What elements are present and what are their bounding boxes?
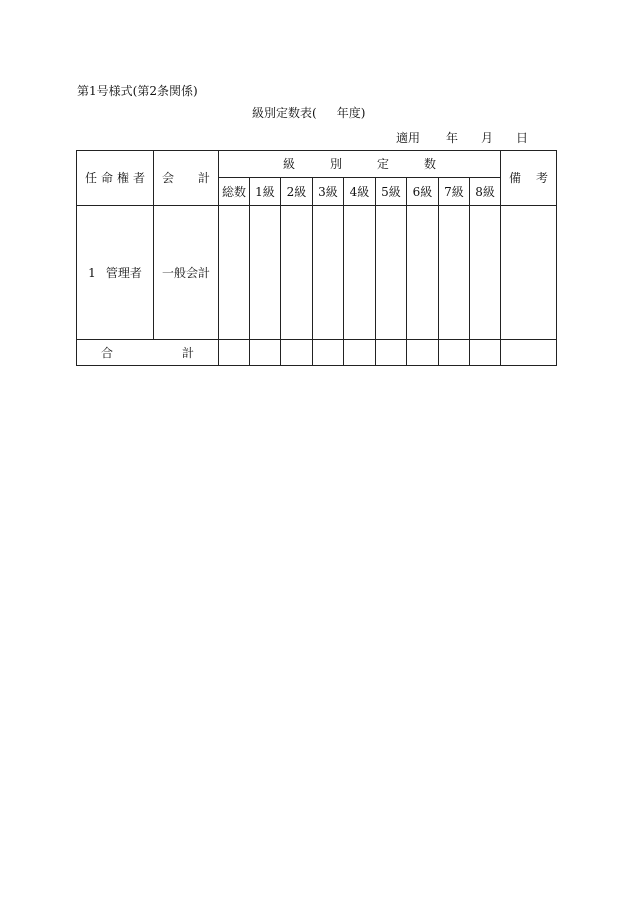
col-grade-3: 3級 bbox=[313, 178, 344, 206]
total-cell-grade-4 bbox=[344, 340, 376, 366]
cell-grade-7 bbox=[439, 206, 470, 340]
apply-date bbox=[396, 131, 528, 145]
title-prefix: 級別定数表( bbox=[252, 106, 317, 120]
col-grade-8: 8級 bbox=[470, 178, 501, 206]
header-appointer: 任 命 権 者 bbox=[77, 151, 154, 206]
col-grade-1: 1級 bbox=[250, 178, 281, 206]
col-grade-7: 7級 bbox=[439, 178, 470, 206]
col-total-count: 総数 bbox=[219, 178, 250, 206]
grade-quota-table bbox=[76, 150, 557, 366]
header-grade-quota: 級 別 定 数 bbox=[219, 151, 501, 178]
total-cell-grade-2 bbox=[281, 340, 313, 366]
cell-grade-4 bbox=[344, 206, 376, 340]
total-cell-grade-3 bbox=[313, 340, 344, 366]
appointer-cell bbox=[77, 206, 154, 340]
header-account: 会 計 bbox=[154, 151, 219, 206]
total-cell-grade-7 bbox=[439, 340, 470, 366]
cell-grade-8 bbox=[470, 206, 501, 340]
cell-grade-3 bbox=[313, 206, 344, 340]
total-cell-remarks bbox=[501, 340, 557, 366]
apply-label: 適用 bbox=[396, 131, 421, 145]
cell-remarks bbox=[501, 206, 557, 340]
total-cell-grade-5 bbox=[376, 340, 407, 366]
cell-total-count bbox=[219, 206, 250, 340]
form-label: 第1号様式(第2条関係) bbox=[77, 84, 198, 98]
account-cell: 一般会計 bbox=[154, 206, 219, 340]
appointer-name: 管理者 bbox=[105, 265, 142, 280]
total-row bbox=[77, 340, 557, 366]
cell-grade-6 bbox=[407, 206, 439, 340]
total-label: 合 計 bbox=[77, 340, 219, 366]
total-cell-grade-1 bbox=[250, 340, 281, 366]
col-grade-2: 2級 bbox=[281, 178, 313, 206]
total-cell-grade-6 bbox=[407, 340, 439, 366]
cell-grade-2 bbox=[281, 206, 313, 340]
header-row-1 bbox=[77, 151, 557, 178]
col-grade-4: 4級 bbox=[344, 178, 376, 206]
header-remarks: 備 考 bbox=[501, 151, 557, 206]
appointer-number: 1 bbox=[88, 265, 96, 280]
col-grade-5: 5級 bbox=[376, 178, 407, 206]
apply-month: 月 bbox=[481, 131, 494, 145]
title-suffix: 年度) bbox=[336, 106, 366, 120]
apply-day: 日 bbox=[516, 131, 529, 145]
apply-year: 年 bbox=[446, 131, 459, 145]
col-grade-6: 6級 bbox=[407, 178, 439, 206]
document-title bbox=[252, 106, 365, 120]
total-cell-total-count bbox=[219, 340, 250, 366]
table-row bbox=[77, 206, 557, 340]
cell-grade-5 bbox=[376, 206, 407, 340]
total-cell-grade-8 bbox=[470, 340, 501, 366]
cell-grade-1 bbox=[250, 206, 281, 340]
